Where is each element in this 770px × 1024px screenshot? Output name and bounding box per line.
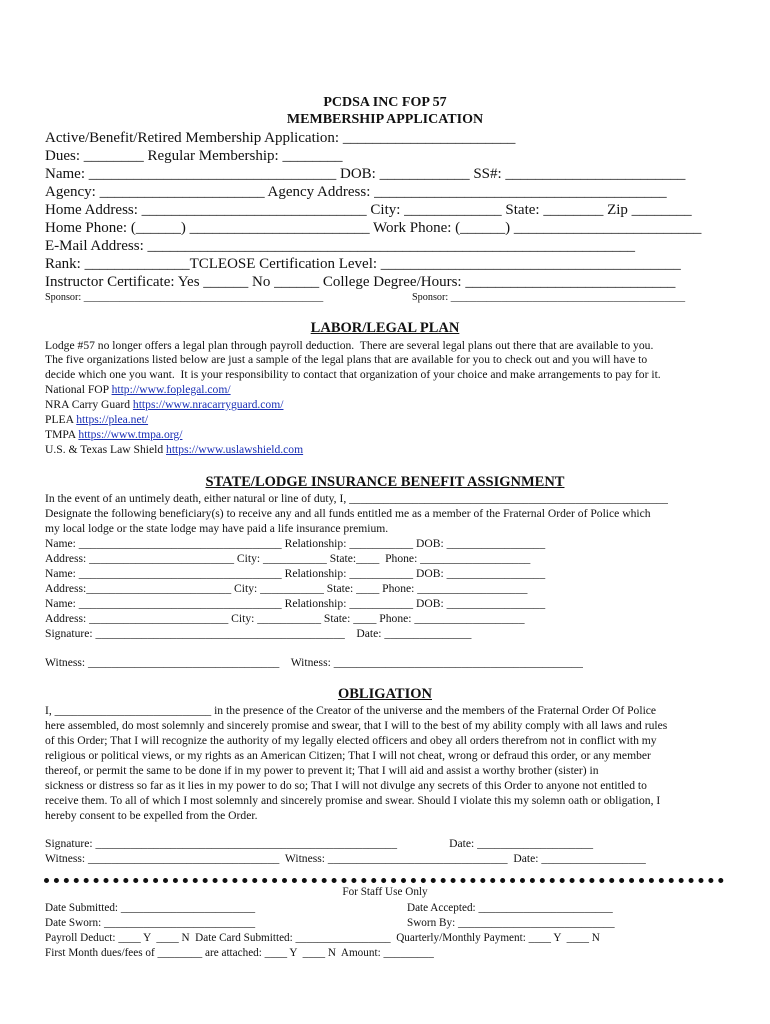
org-national-fop xyxy=(45,384,231,396)
uslawshield-link[interactable]: https://www.uslawshield.com xyxy=(166,443,304,456)
org-law-shield xyxy=(45,444,303,456)
beneficiary-1-name-field[interactable]: Name: ___________________________________ Relationship: ___________ DOB: _________________ xyxy=(45,537,546,550)
obligation-name-field[interactable]: I, ___________________________ in the presence of the Creator of the universe and the members of the Fraternal Order Of Police xyxy=(45,704,657,717)
beneficiary-3-address-field[interactable]: Address: ________________________ City: ___________ State: ____ Phone: ___________________ xyxy=(45,612,525,625)
form-title: PCDSA INC FOP 57 xyxy=(323,95,447,110)
home-address-field[interactable]: Home Address: ______________________________ City: _____________ State: ________ Zip ________ xyxy=(45,202,692,218)
nracarryguard-link[interactable]: https://www.nracarryguard.com/ xyxy=(132,398,284,411)
insurance-heading: STATE/LODGE INSURANCE BENEFIT ASSIGNMENT xyxy=(205,474,565,490)
obligation-text-line: receive them. To all of which I most solemnly and sincerely promise and swear. Should I violate this my solemn oath or obligation, I xyxy=(45,794,661,807)
obligation-text-line: hereby consent to be expelled from the Order. xyxy=(45,809,258,822)
labor-legal-heading: LABOR/LEGAL PLAN xyxy=(310,320,460,336)
tmpa-link[interactable]: https://www.tmpa.org/ xyxy=(78,428,183,441)
org-tmpa xyxy=(45,429,182,441)
email-field[interactable]: E-Mail Address: _________________________________________________________________ xyxy=(45,238,635,254)
form-subtitle: MEMBERSHIP APPLICATION xyxy=(286,112,484,127)
org-nra-carry-guard xyxy=(45,399,283,411)
instructor-field[interactable]: Instructor Certificate: Yes ______ No ______ College Degree/Hours: ____________________________ xyxy=(45,274,676,290)
insurance-text-line: my local lodge or the state lodge may have paid a life insurance premium. xyxy=(45,522,389,535)
sponsor-right-field[interactable]: Sponsor: ______________________________________________ xyxy=(412,292,686,303)
staff-divider xyxy=(44,878,724,883)
date-accepted-field[interactable]: Date Accepted: ________________________ xyxy=(407,902,613,914)
org-name: TMPA xyxy=(45,428,79,441)
beneficiary-1-address-field[interactable]: Address: _________________________ City: ___________ State:____ Phone: ___________________ xyxy=(45,552,531,565)
sponsor-left-field[interactable]: Sponsor: _______________________________________________ xyxy=(45,292,324,303)
insurance-witness-field[interactable]: Witness: _________________________________ Witness: ___________________________________________ xyxy=(45,656,583,669)
labor-paragraph-line: decide which one you want. It is your responsibility to contact that organization of your choice and make arrangements to pay for it. xyxy=(45,368,661,381)
name-dob-ss-field[interactable]: Name: _________________________________ DOB: ____________ SS#: ________________________ xyxy=(45,166,686,182)
foplegal-link[interactable]: http://www.foplegal.com/ xyxy=(111,383,231,396)
org-name: NRA Carry Guard xyxy=(45,398,133,411)
obligation-signature-field[interactable]: Signature: ____________________________________________________ Date: ____________________ xyxy=(45,837,594,850)
beneficiary-3-name-field[interactable]: Name: ___________________________________ Relationship: ___________ DOB: _________________ xyxy=(45,597,546,610)
phone-field[interactable]: Home Phone: (______) ________________________ Work Phone: (______) _________________________ xyxy=(45,220,702,236)
org-name: National FOP xyxy=(45,383,112,396)
insurance-signature-field[interactable]: Signature: ___________________________________________ Date: _______________ xyxy=(45,627,472,640)
insurance-text-line: Designate the following beneficiary(s) to receive any and all funds entitled me as a member of the Fraternal Order of Police which xyxy=(45,507,651,520)
agency-field[interactable]: Agency: ______________________ Agency Address: _______________________________________ xyxy=(45,184,667,200)
obligation-text-line: here assembled, do most solemnly and sincerely promise and swear, that I will to the best of my ability comply with all laws and rules xyxy=(45,719,668,732)
obligation-witness-field[interactable]: Witness: _________________________________ Witness: _______________________________ Date: __________________ xyxy=(45,852,646,865)
labor-paragraph-line: The five organizations listed below are just a sample of the legal plans that are available for you to check out and you will have to xyxy=(45,353,648,366)
org-name: U.S. & Texas Law Shield xyxy=(45,443,167,456)
obligation-heading: OBLIGATION xyxy=(337,686,432,702)
first-month-dues-field[interactable]: First Month dues/fees of ________ are attached: ____ Y ____ N Amount: _________ xyxy=(45,947,434,959)
rank-field[interactable]: Rank: ______________TCLEOSE Certification Level: ________________________________________ xyxy=(45,256,681,272)
beneficiary-2-name-field[interactable]: Name: ___________________________________ Relationship: ___________ DOB: _________________ xyxy=(45,567,546,580)
sworn-by-field[interactable]: Sworn By: ____________________________ xyxy=(407,917,615,929)
obligation-text-line: of this Order; That I will recognize the authority of my legally elected officers and obey all orders therefrom not in conflict with my xyxy=(45,734,657,747)
membership-type-field[interactable]: Active/Benefit/Retired Membership Application: _______________________ xyxy=(45,130,516,146)
org-plea xyxy=(45,414,148,426)
insurance-declarant-field[interactable]: In the event of an untimely death, either natural or line of duty, I, _______________________________________________________ xyxy=(45,492,668,505)
payroll-deduct-field[interactable]: Payroll Deduct: ____ Y ____ N Date Card Submitted: _________________ Quarterly/Monthly Payment: ____ Y ____ N xyxy=(45,932,600,944)
obligation-text-line: religious or political views, or my rights as an American Citizen; That I will not cheat, wrong or defraud this order, or any member xyxy=(45,749,651,762)
obligation-text-line: thereof, or permit the same to be done if in my power to prevent it; That I will aid and assist a worthy brother (sister) in xyxy=(45,764,599,777)
date-submitted-field[interactable]: Date Submitted: ________________________ xyxy=(45,902,256,914)
obligation-text-line: sickness or distress so far as it lies in my power to do so; That I will not divulge any secrets of this Order to anyone not entitled to xyxy=(45,779,647,792)
labor-paragraph-line: Lodge #57 no longer offers a legal plan through payroll deduction. There are several legal plans out there that are available to you. xyxy=(45,339,654,352)
beneficiary-2-address-field[interactable]: Address:_________________________ City: ___________ State: ____ Phone: ___________________ xyxy=(45,582,528,595)
org-name: PLEA xyxy=(45,413,77,426)
date-sworn-field[interactable]: Date Sworn: ___________________________ xyxy=(45,917,256,929)
plea-link[interactable]: https://plea.net/ xyxy=(76,413,149,426)
staff-title: For Staff Use Only xyxy=(342,886,428,898)
dues-field[interactable]: Dues: ________ Regular Membership: ________ xyxy=(45,148,343,164)
